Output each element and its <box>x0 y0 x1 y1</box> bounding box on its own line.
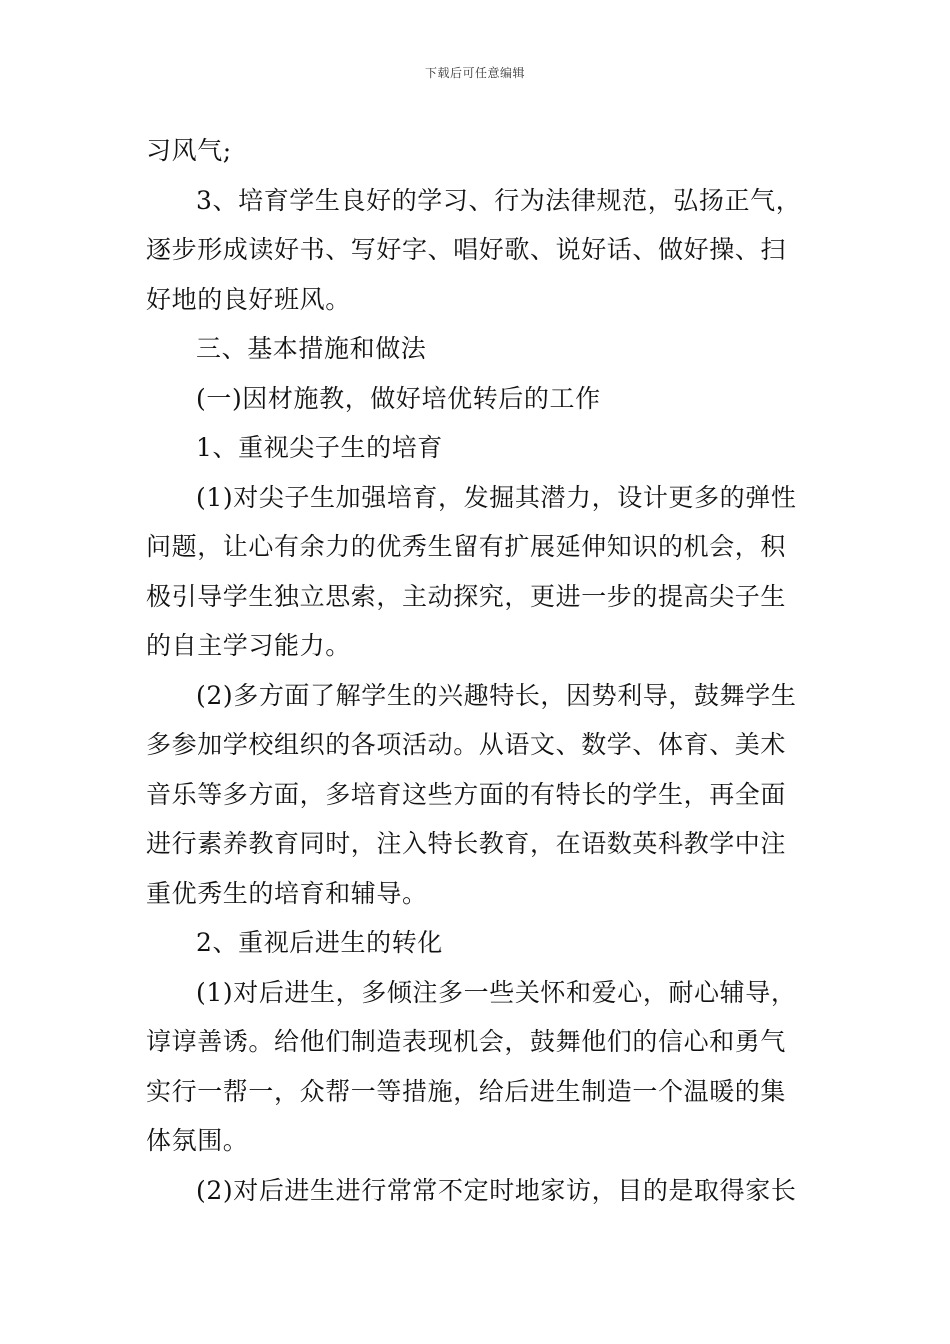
text-line: 进行素养教育同时，注入特长教育，在语数英科教学中注 <box>146 829 787 858</box>
text-line: 重优秀生的培育和辅导。 <box>146 878 428 908</box>
text-line: 逐步形成读好书、写好字、唱好歌、说好话、做好操、扫 <box>146 235 787 264</box>
subsection-heading: (一)因材施教，做好培优转后的工作 <box>196 383 601 413</box>
text-line: (1)对尖子生加强培育，发掘其潜力，设计更多的弹性 <box>196 482 797 512</box>
text-line: (2)多方面了解学生的兴趣特长，因势利导，鼓舞学生 <box>196 680 797 710</box>
text-line: 音乐等多方面，多培育这些方面的有特长的学生，再全面 <box>146 779 787 809</box>
text-line: 3、培育学生良好的学习、行为法律规范，弘扬正气， <box>196 185 802 215</box>
text-line: 好地的良好班风。 <box>146 284 351 314</box>
document-body <box>146 126 810 1215</box>
item-heading: 2、重视后进生的转化 <box>196 928 443 957</box>
text-line: (2)对后进生进行常常不定时地家访，目的是取得家长 <box>196 1175 797 1205</box>
text-line: (1)对后进生，多倾注多一些关怀和爱心，耐心辅导， <box>196 977 797 1007</box>
item-heading: 1、重视尖子生的培育 <box>196 433 443 462</box>
section-heading: 三、基本措施和做法 <box>196 334 427 363</box>
text-line: 实行一帮一，众帮一等措施，给后进生制造一个温暖的集 <box>146 1076 787 1106</box>
text-line: 极引导学生独立思索，主动探究，更进一步的提高尖子生 <box>146 581 787 611</box>
text-line: 谆谆善诱。给他们制造表现机会，鼓舞他们的信心和勇气 <box>146 1027 787 1056</box>
text-line: 习风气; <box>146 136 232 165</box>
page-header: 下载后可任意编辑 <box>424 66 525 80</box>
text-line: 问题，让心有余力的优秀生留有扩展延伸知识的机会，积 <box>146 532 787 561</box>
text-line: 多参加学校组织的各项活动。从语文、数学、体育、美术 <box>146 730 787 759</box>
text-line: 体氛围。 <box>146 1126 249 1155</box>
text-line: 的自主学习能力。 <box>146 631 351 660</box>
